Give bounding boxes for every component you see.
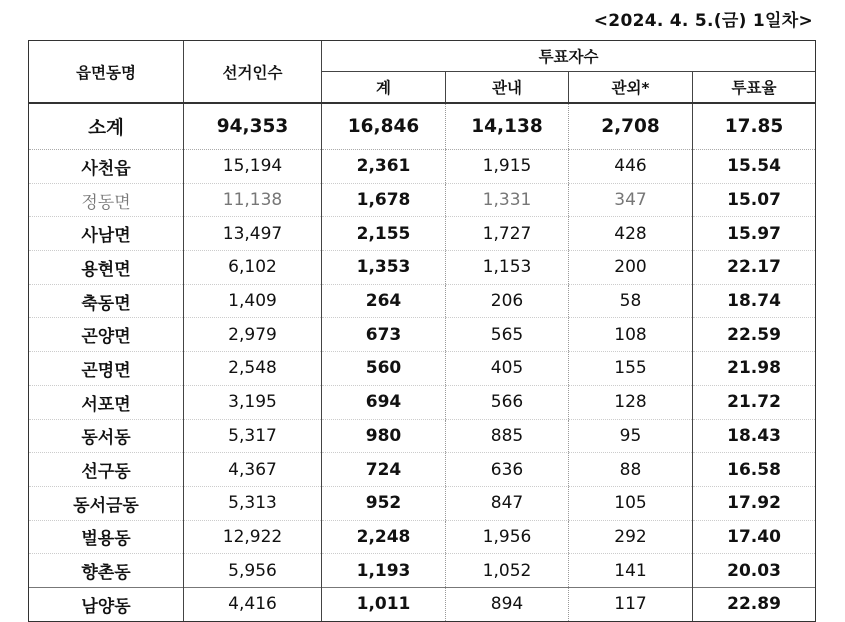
turnout-total: 980: [322, 419, 446, 453]
turnout-rate: 22.59: [693, 318, 816, 352]
turnout-inside: 405: [446, 352, 569, 386]
turnout-inside: 1,331: [446, 183, 569, 217]
turnout-outside: 88: [569, 453, 693, 487]
district-name: 선구동: [29, 453, 184, 487]
table-row: [29, 385, 816, 419]
header-rate: 투표율: [693, 72, 816, 104]
turnout-total: 2,361: [322, 150, 446, 184]
turnout-rate: 15.97: [693, 217, 816, 251]
voters-count: 11,138: [184, 183, 322, 217]
voters-count: 12,922: [184, 520, 322, 554]
header-district: 읍면동명: [29, 41, 184, 104]
turnout-outside: 117: [569, 587, 693, 621]
turnout-rate: 21.98: [693, 352, 816, 386]
turnout-outside: 446: [569, 150, 693, 184]
turnout-rate: 22.17: [693, 251, 816, 285]
report-date-label: <2024. 4. 5.(금) 1일차>: [593, 11, 813, 31]
voters-count: 15,194: [184, 150, 322, 184]
subtotal-name: 소계: [29, 103, 184, 150]
district-name: 곤명면: [29, 352, 184, 386]
district-name: 향촌동: [29, 554, 184, 588]
subtotal-voters: 94,353: [184, 103, 322, 150]
table-row: [29, 587, 816, 621]
early-voting-table: [28, 40, 816, 622]
table-row: [29, 419, 816, 453]
voters-count: 5,313: [184, 486, 322, 520]
turnout-total: 1,353: [322, 251, 446, 285]
voters-count: 5,317: [184, 419, 322, 453]
table-row: [29, 453, 816, 487]
header-total: 계: [322, 72, 446, 104]
turnout-outside: 347: [569, 183, 693, 217]
district-name: 사남면: [29, 217, 184, 251]
turnout-rate: 17.92: [693, 486, 816, 520]
turnout-rate: 22.89: [693, 587, 816, 621]
voters-count: 2,979: [184, 318, 322, 352]
table-row: [29, 150, 816, 184]
header-turnout-group: 투표자수: [322, 41, 816, 72]
header-voters: 선거인수: [184, 41, 322, 104]
turnout-inside: 1,915: [446, 150, 569, 184]
turnout-rate: 15.54: [693, 150, 816, 184]
turnout-inside: 885: [446, 419, 569, 453]
turnout-outside: 155: [569, 352, 693, 386]
turnout-inside: 1,052: [446, 554, 569, 588]
turnout-outside: 58: [569, 284, 693, 318]
voters-count: 5,956: [184, 554, 322, 588]
table-row: [29, 520, 816, 554]
header-outside: 관외*: [569, 72, 693, 104]
turnout-rate: 18.74: [693, 284, 816, 318]
turnout-outside: 428: [569, 217, 693, 251]
subtotal-total: 16,846: [322, 103, 446, 150]
subtotal-outside: 2,708: [569, 103, 693, 150]
subtotal-rate: 17.85: [693, 103, 816, 150]
table-header: [29, 41, 816, 104]
header-inside: 관내: [446, 72, 569, 104]
district-name: 사천읍: [29, 150, 184, 184]
turnout-rate: 16.58: [693, 453, 816, 487]
district-name: 벌용동: [29, 520, 184, 554]
turnout-outside: 200: [569, 251, 693, 285]
turnout-total: 1,011: [322, 587, 446, 621]
turnout-total: 952: [322, 486, 446, 520]
turnout-inside: 636: [446, 453, 569, 487]
voters-count: 4,367: [184, 453, 322, 487]
turnout-rate: 15.07: [693, 183, 816, 217]
turnout-outside: 108: [569, 318, 693, 352]
turnout-total: 1,678: [322, 183, 446, 217]
district-name: 서포면: [29, 385, 184, 419]
turnout-inside: 565: [446, 318, 569, 352]
table-row: [29, 183, 816, 217]
table-row: [29, 352, 816, 386]
district-name: 용현면: [29, 251, 184, 285]
turnout-rate: 18.43: [693, 419, 816, 453]
district-name: 남양동: [29, 587, 184, 621]
turnout-total: 724: [322, 453, 446, 487]
voters-count: 1,409: [184, 284, 322, 318]
turnout-total: 560: [322, 352, 446, 386]
voters-count: 3,195: [184, 385, 322, 419]
turnout-total: 264: [322, 284, 446, 318]
turnout-outside: 105: [569, 486, 693, 520]
district-name: 곤양면: [29, 318, 184, 352]
turnout-total: 673: [322, 318, 446, 352]
turnout-inside: 847: [446, 486, 569, 520]
turnout-inside: 894: [446, 587, 569, 621]
turnout-rate: 21.72: [693, 385, 816, 419]
table-row: [29, 318, 816, 352]
turnout-inside: 206: [446, 284, 569, 318]
turnout-total: 2,248: [322, 520, 446, 554]
voters-count: 4,416: [184, 587, 322, 621]
voters-count: 2,548: [184, 352, 322, 386]
table-row: [29, 554, 816, 588]
turnout-inside: 1,727: [446, 217, 569, 251]
subtotal-row: [29, 103, 816, 150]
voters-count: 6,102: [184, 251, 322, 285]
turnout-total: 1,193: [322, 554, 446, 588]
turnout-inside: 566: [446, 385, 569, 419]
turnout-total: 694: [322, 385, 446, 419]
table-body: [29, 103, 816, 621]
district-name: 정동면: [29, 183, 184, 217]
subtotal-inside: 14,138: [446, 103, 569, 150]
turnout-outside: 128: [569, 385, 693, 419]
turnout-rate: 17.40: [693, 520, 816, 554]
table-row: [29, 486, 816, 520]
turnout-total: 2,155: [322, 217, 446, 251]
turnout-inside: 1,153: [446, 251, 569, 285]
turnout-outside: 141: [569, 554, 693, 588]
turnout-outside: 292: [569, 520, 693, 554]
district-name: 동서동: [29, 419, 184, 453]
table-row: [29, 217, 816, 251]
district-name: 축동면: [29, 284, 184, 318]
turnout-rate: 20.03: [693, 554, 816, 588]
voters-count: 13,497: [184, 217, 322, 251]
turnout-outside: 95: [569, 419, 693, 453]
district-name: 동서금동: [29, 486, 184, 520]
table-row: [29, 284, 816, 318]
turnout-inside: 1,956: [446, 520, 569, 554]
table-row: [29, 251, 816, 285]
